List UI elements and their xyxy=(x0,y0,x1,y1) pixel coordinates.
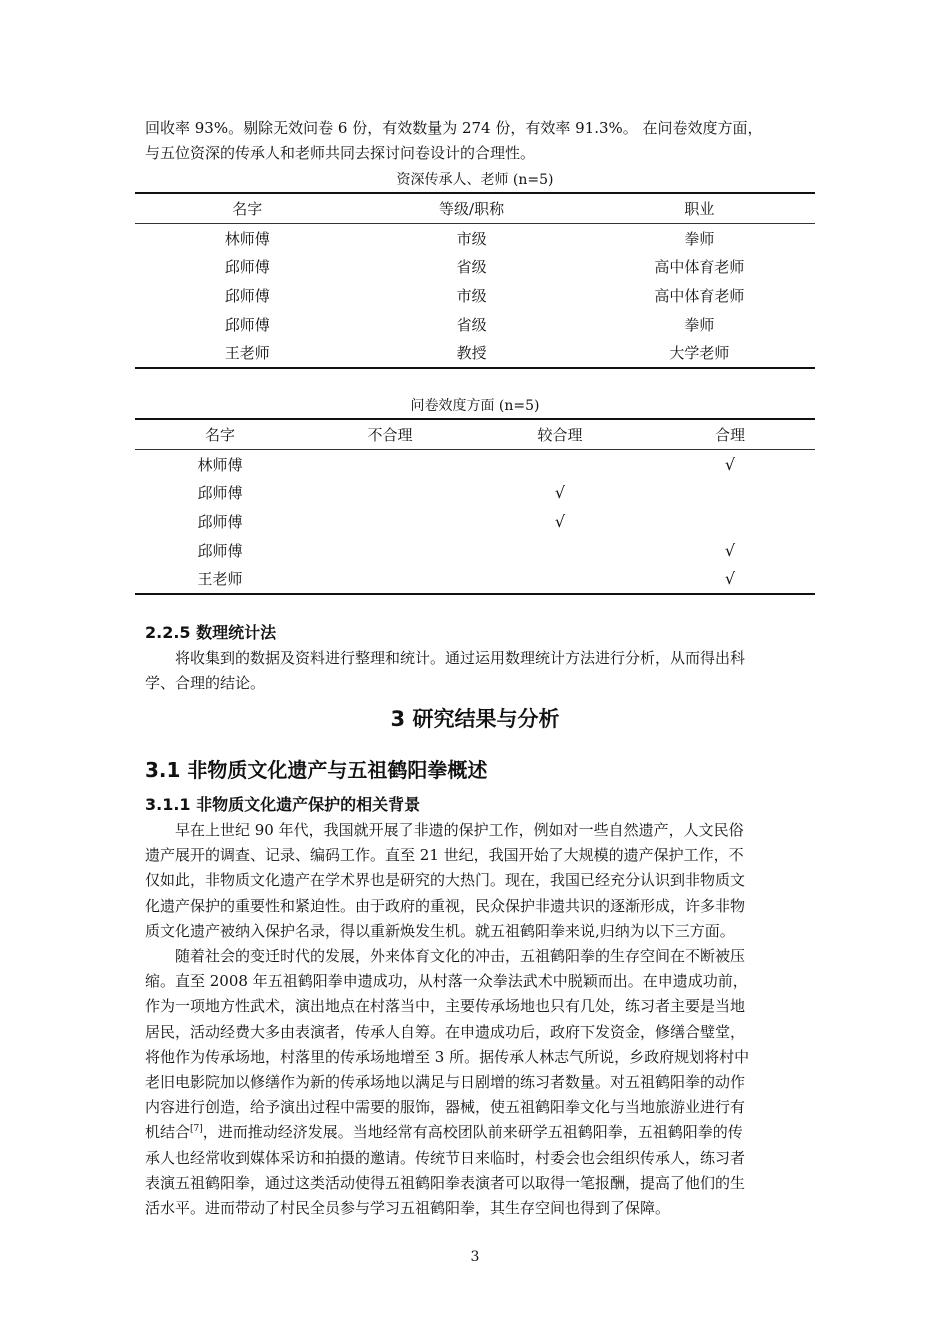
table-cell xyxy=(305,536,475,565)
table-cell xyxy=(305,449,475,478)
table-row xyxy=(135,223,815,252)
table-cell xyxy=(475,564,645,594)
body-paragraph-2 xyxy=(145,944,815,1221)
text-line: 化遗产保护的重要性和紧迫性。由于政府的重视，民众保护非遗共识的逐渐形成，许多非物 xyxy=(145,896,746,915)
text-line: 与五位资深的传承人和老师共同去探讨问卷设计的合理性。 xyxy=(145,144,536,163)
table-row xyxy=(135,281,815,310)
text-line: 活水平。进而带动了村民全员参与学习五祖鹤阳拳，其生存空间也得到了保障。 xyxy=(145,1199,671,1218)
text-line: 承人也经常收到媒体采访和拍摄的邀请。传统节日来临时，村委会也会组织传承人，练习者 xyxy=(145,1148,746,1167)
body-paragraph-1 xyxy=(145,818,815,944)
table-cell: 邱师傅 xyxy=(197,541,243,560)
table-header-row xyxy=(135,193,815,223)
text-line: 居民，活动经费大多由表演者，传承人自筹。在申遗成功后，政府下发资金，修缮合璧堂， xyxy=(145,1022,746,1041)
text-line: 早在上世纪 90 年代，我国就开展了非遗的保护工作，例如对一些自然遗产，人文民俗 xyxy=(175,821,744,839)
page-number: 3 xyxy=(470,1249,480,1265)
text-line: 学、合理的结论。 xyxy=(145,674,266,693)
table-cell: 拳师 xyxy=(684,229,715,248)
text-line: 将收集到的数据及资料进行整理和统计。通过运用数理统计方法进行分析，从而得出科 xyxy=(175,649,746,667)
table-cell: 省级 xyxy=(456,258,487,277)
table-cell xyxy=(305,478,475,507)
table-row xyxy=(135,564,815,594)
table-cell: 邱师傅 xyxy=(224,286,270,305)
text-line: 缩。直至 2008 年五祖鹤阳拳申遗成功，从村落一众拳法武术中脱颖而出。在申遗成功前， xyxy=(145,972,748,991)
text-segment: 机结合 xyxy=(145,1123,191,1142)
text-line: 内容进行创造，给予演出过程中需要的服饰，器械，使五祖鹤阳拳文化与当地旅游业进行有 xyxy=(145,1098,746,1117)
table-cell: √ xyxy=(554,511,566,531)
text-line: 遗产展开的调查、记录、编码工作。直至 21 世纪，我国开始了大规模的遗产保护工作，不 xyxy=(145,846,744,865)
text-line: 将他作为传承场地，村落里的传承场地增至 3 所。据传承人林志气所说，乡政府规划将村中 xyxy=(145,1047,750,1066)
table-cell: 拳师 xyxy=(684,315,715,334)
table1 xyxy=(135,192,815,369)
table-row xyxy=(135,310,815,339)
column-header: 名字 xyxy=(135,419,305,449)
table-cell: 邱师傅 xyxy=(224,315,270,334)
table-cell: 市级 xyxy=(456,229,487,248)
table-cell: √ xyxy=(724,569,736,589)
table-row xyxy=(135,338,815,368)
section-heading-3-1: 3.1 非物质文化遗产与五祖鹤阳拳概述 xyxy=(145,758,488,782)
table-cell: 邱师傅 xyxy=(197,512,243,531)
table1-caption: 资深传承人、老师 (n=5) xyxy=(396,172,554,188)
text-line: 作为一项地方性武术，演出地点在村落当中，主要传承场地也只有几处，练习者主要是当地 xyxy=(145,997,746,1016)
table-cell: √ xyxy=(554,483,566,503)
section-2-2-5-paragraph xyxy=(145,646,815,696)
table-cell xyxy=(645,507,815,536)
table-cell: 教授 xyxy=(456,344,487,363)
table-cell: 高中体育老师 xyxy=(654,286,745,305)
table-row xyxy=(135,449,815,478)
table-cell: 市级 xyxy=(456,286,487,305)
table-cell xyxy=(645,478,815,507)
table-cell xyxy=(305,507,475,536)
column-header: 较合理 xyxy=(475,419,645,449)
table-row xyxy=(135,536,815,565)
text-segment: ，进而推动经济发展。当地经常有高校团队前来研学五祖鹤阳拳，五祖鹤阳拳的传 xyxy=(202,1123,743,1142)
table-row xyxy=(135,507,815,536)
table-row xyxy=(135,252,815,281)
table-cell: 省级 xyxy=(456,315,487,334)
table2-caption: 问卷效度方面 (n=5) xyxy=(410,398,540,414)
text-line: 仅如此，非物质文化遗产在学术界也是研究的大热门。现在，我国已经充分认识到非物质文 xyxy=(145,871,746,890)
table-cell: 林师傅 xyxy=(197,455,243,474)
column-header: 名字 xyxy=(135,193,359,223)
column-header: 合理 xyxy=(645,419,815,449)
table-cell: √ xyxy=(724,540,736,560)
citation-reference: [7] xyxy=(190,1124,203,1135)
text-line: 随着社会的变迁时代的发展，外来体育文化的冲击，五祖鹤阳拳的生存空间在不断被压 xyxy=(175,947,746,965)
text-line: 质文化遗产被纳入保护名录，得以重新焕发生机。就五祖鹤阳拳来说,归纳为以下三方面。 xyxy=(145,921,735,940)
section-heading-3-1-1: 3.1.1 非物质文化遗产保护的相关背景 xyxy=(145,795,421,814)
table-cell: 高中体育老师 xyxy=(654,258,745,277)
text-line: 表演五祖鹤阳拳，通过这类活动使得五祖鹤阳拳表演者可以取得一笔报酬，提高了他们的生 xyxy=(145,1173,746,1192)
column-header: 职业 xyxy=(584,193,815,223)
table-cell xyxy=(475,536,645,565)
table-header-row xyxy=(135,419,815,449)
table-row xyxy=(135,478,815,507)
text-line-with-citation xyxy=(145,1120,815,1145)
table-cell: 林师傅 xyxy=(224,229,270,248)
table-cell xyxy=(475,449,645,478)
table2 xyxy=(135,418,815,595)
column-header: 不合理 xyxy=(305,419,475,449)
table-cell xyxy=(305,564,475,594)
table-cell: √ xyxy=(724,454,736,474)
intro-paragraph xyxy=(145,116,815,166)
table-cell: 邱师傅 xyxy=(197,484,243,503)
chapter-title: 3 研究结果与分析 xyxy=(390,707,560,731)
text-line: 回收率 93%。剔除无效问卷 6 份，有效数量为 274 份，有效率 91.3%。 在问卷效度方面， xyxy=(145,119,763,137)
table-cell: 大学老师 xyxy=(669,344,730,363)
table-cell: 王老师 xyxy=(197,570,243,589)
table-cell: 邱师傅 xyxy=(224,258,270,277)
section-heading-2-2-5: 2.2.5 数理统计法 xyxy=(145,623,277,642)
table-cell: 王老师 xyxy=(224,344,270,363)
column-header: 等级/职称 xyxy=(359,193,583,223)
text-line: 老旧电影院加以修缮作为新的传承场地以满足与日剧增的练习者数量。对五祖鹤阳拳的动作 xyxy=(145,1073,746,1092)
